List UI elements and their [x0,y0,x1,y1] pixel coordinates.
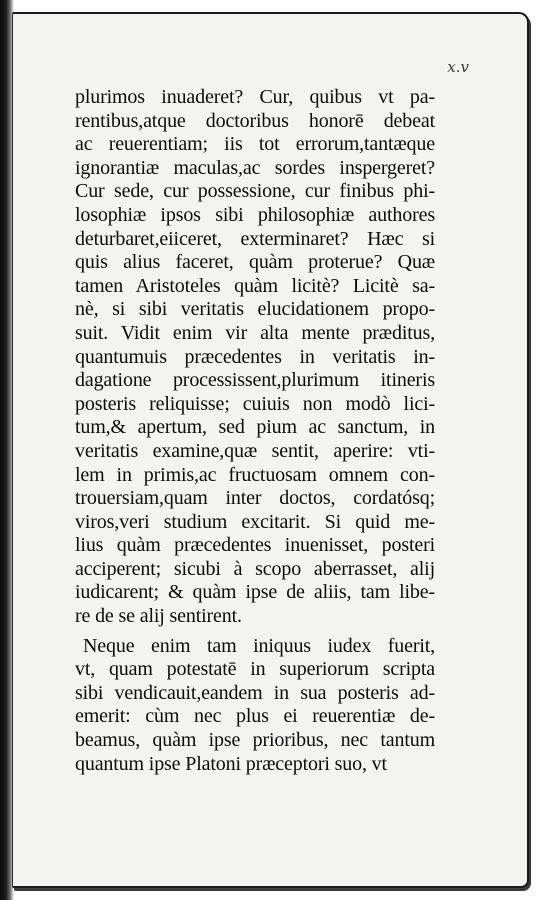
text-line: viros,veri studium excitarit. Si quid me- [75,510,435,533]
text-line: tamen Aristoteles quàm licitè? Licitè sa- [75,274,435,297]
text-line: emerit: cùm nec plus ei reuerentiæ de- [75,705,435,728]
text-line: tum,& apertum, sed pium ac sanctum, in [75,416,435,439]
book-page [12,12,529,888]
text-line: quantumuis præcedentes in veritatis in- [75,345,435,368]
text-line: veritatis examine,quæ sentit, aperire: vti- [75,439,435,462]
text-line: nè, si sibi veritatis elucidationem propo- [75,298,435,321]
text-line: ignorantiæ maculas,ac sordes inspergeret? [75,156,435,179]
text-line: vt, quam potestatē in superiorum scripta [75,658,435,681]
text-line: quis alius faceret, quàm proterue? Quæ [75,251,435,274]
paragraph-2 [75,635,435,777]
text-line: lem in primis,ac fructuosam omnem con- [75,463,435,486]
text-line: suit. Vidit enim vir alta mente præditus, [75,321,435,344]
text-line: rentibus,atque doctoribus honorē debeat [75,109,435,132]
text-line: sibi vendicauit,eandem in sua posteris ad- [75,681,435,704]
corner-mark: x.v [447,58,469,76]
text-line: iudicarent; & quàm ipse de aliis, tam libe- [75,581,435,604]
paragraph-1 [75,86,435,629]
text-line: plurimos inuaderet? Cur, quibus vt pa- [75,86,435,108]
text-line: Cur sede, cur possessione, cur finibus phi- [75,180,435,203]
text-line: re de se alij sentirent. [75,605,242,628]
text-line: quantum ipse Platoni præceptori suo, vt [75,752,387,775]
text-line: Neque enim tam iniquus iudex fuerit, [83,634,435,657]
text-line: lius quàm præcedentes inuenisset, posteri [75,534,435,557]
text-line: posteris reliquisse; cuiuis non modò lici- [75,392,435,415]
text-line: dagatione processissent,plurimum itineris [75,369,435,392]
body-text [75,86,435,776]
text-line: losophiæ ipsos sibi philosophiæ authores [75,203,435,226]
text-line: beamus, quàm ipse prioribus, nec tantum [75,729,435,752]
text-line: acciperent; sicubi à scopo aberrasset, alij [75,557,435,580]
text-line: deturbaret,eiiceret, exterminaret? Hæc si [75,227,435,250]
text-line: ac reuerentiam; iis tot errorum,tantæque [75,133,435,156]
text-line: trouersiam,quam inter doctos, cordatósq; [75,487,435,510]
